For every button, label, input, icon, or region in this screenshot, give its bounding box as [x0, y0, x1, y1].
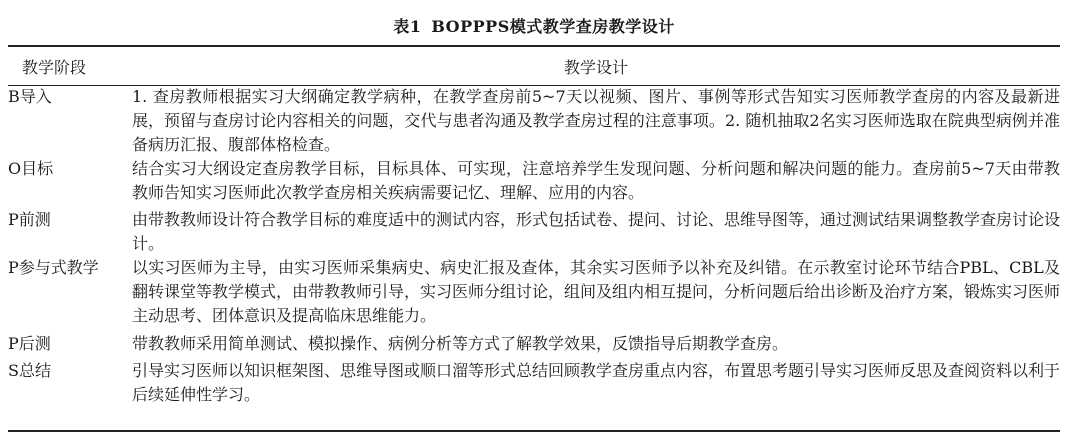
table-row [8, 157, 1060, 208]
table-row [8, 256, 1060, 332]
stage-cell: P参与式教学 [8, 258, 99, 277]
table-row [8, 332, 1060, 359]
design-cell: 1. 查房教师根据实习大纲确定教学病种，在教学查房前5~7天以视频、图片、事例等形式告知实习医师教学查房的内容及最新进展，预留与查房讨论内容相关的问题，交代与患者沟通及教学查房过程的注意事项。2. 随机抽取2名实习医师选取在院典型病例并准备病历汇报、腹部体格检查。 [132, 87, 1060, 154]
header-design: 教学设计 [563, 57, 628, 77]
table-row [8, 359, 1060, 409]
design-cell: 由带教教师设计符合教学目标的难度适中的测试内容，形式包括试卷、提问、讨论、思维导图等，通过测试结果调整教学查房讨论设计。 [132, 210, 1061, 253]
design-cell: 引导实习医师以知识框架图、思维导图或顺口溜等形式总结回顾教学查房重点内容，布置思考题引导实习医师反思及查阅资料以利于后续延伸性学习。 [132, 361, 1061, 404]
design-cell: 以实习医师为主导，由实习医师采集病史、病史汇报及查体，其余实习医师予以补充及纠错。在示教室讨论环节结合PBL、CBL及翻转课堂等教学模式，由带教教师引导，实习医师分组讨论，组间及组内相互提问，分析问题后给出诊断及治疗方案，锻炼实习医师主动思考、团体意识及提高临床思维能力。 [132, 258, 1061, 325]
table-bottom-rule [8, 430, 1060, 432]
stage-cell: P后测 [8, 334, 51, 353]
table-number: 表1 [393, 17, 422, 36]
table-title: BOPPPS模式教学查房教学设计 [431, 17, 675, 36]
design-cell: 带教教师采用简单测试、模拟操作、病例分析等方式了解教学效果，反馈指导后期教学查房。 [132, 334, 789, 353]
header-stage: 教学阶段 [22, 57, 87, 77]
stage-cell: B导入 [8, 87, 52, 106]
stage-cell: S总结 [8, 361, 51, 380]
design-cell: 结合实习大纲设定查房教学目标，目标具体、可实现，注意培养学生发现问题、分析问题和解决问题的能力。查房前5~7天由带教教师告知实习医师此次教学查房相关疾病需要记忆、理解、应用的内容。 [132, 159, 1060, 202]
stage-cell: P前测 [8, 210, 51, 229]
table-header-row [8, 47, 1060, 85]
stage-cell: O目标 [8, 159, 54, 178]
table-row [8, 208, 1060, 256]
table-row [8, 85, 1060, 157]
boppps-table [8, 47, 1060, 409]
table-caption [0, 14, 1068, 37]
